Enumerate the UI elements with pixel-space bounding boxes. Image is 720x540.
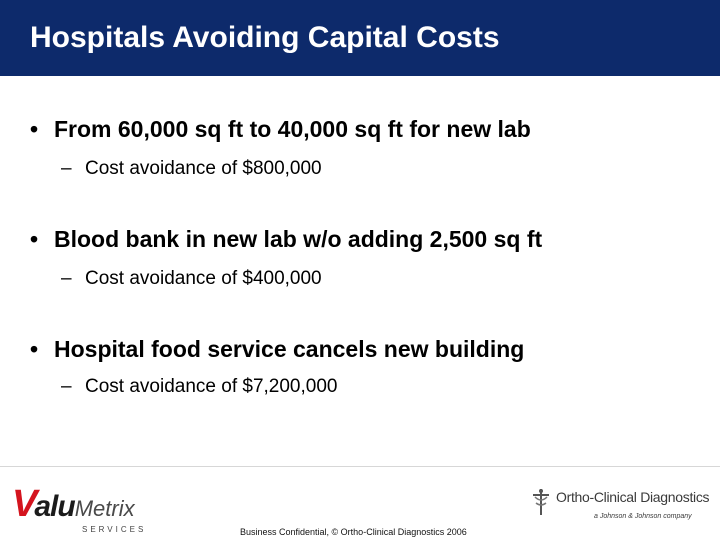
sub-marker: – <box>61 158 72 179</box>
slide-title: Hospitals Avoiding Capital Costs <box>30 21 500 54</box>
bullet-item-2 <box>30 226 542 253</box>
sub-item-2 <box>61 268 322 290</box>
bullet-text: Blood bank in new lab w/o adding 2,500 sq ft <box>54 226 543 252</box>
slide-content <box>0 76 720 466</box>
sub-item-3 <box>61 376 337 398</box>
bullet-item-3 <box>30 336 524 363</box>
ortho-emblem-icon <box>528 487 554 517</box>
bullet-marker: • <box>30 336 39 362</box>
sub-item-1 <box>61 158 322 180</box>
valumetrix-logo <box>12 477 152 539</box>
bullet-item-1 <box>30 116 531 143</box>
bullet-marker: • <box>30 226 39 252</box>
bullet-marker: • <box>30 116 39 142</box>
bullet-text: Hospital food service cancels new building <box>54 336 525 362</box>
bullet-text: From 60,000 sq ft to 40,000 sq ft for new lab <box>54 116 531 142</box>
confidentiality-notice: Business Confidential, © Ortho-Clinical Diagnostics 2006 <box>240 527 467 537</box>
logo-v-letter: V <box>12 483 35 525</box>
ortho-logo-tagline: a Johnson & Johnson company <box>594 513 692 520</box>
slide-footer <box>0 467 720 540</box>
sub-text: Cost avoidance of $7,200,000 <box>85 376 338 397</box>
logo-services-text: SERVICES <box>82 525 147 534</box>
logo-alu-text: alu <box>34 490 75 523</box>
sub-text: Cost avoidance of $800,000 <box>85 158 322 179</box>
logo-metrix-text: Metrix <box>74 496 135 521</box>
sub-text: Cost avoidance of $400,000 <box>85 268 322 289</box>
title-bar <box>0 0 720 76</box>
ortho-clinical-logo <box>528 487 718 532</box>
sub-marker: – <box>61 268 72 289</box>
sub-marker: – <box>61 376 72 397</box>
ortho-logo-name: Ortho-Clinical Diagnostics <box>556 489 710 505</box>
